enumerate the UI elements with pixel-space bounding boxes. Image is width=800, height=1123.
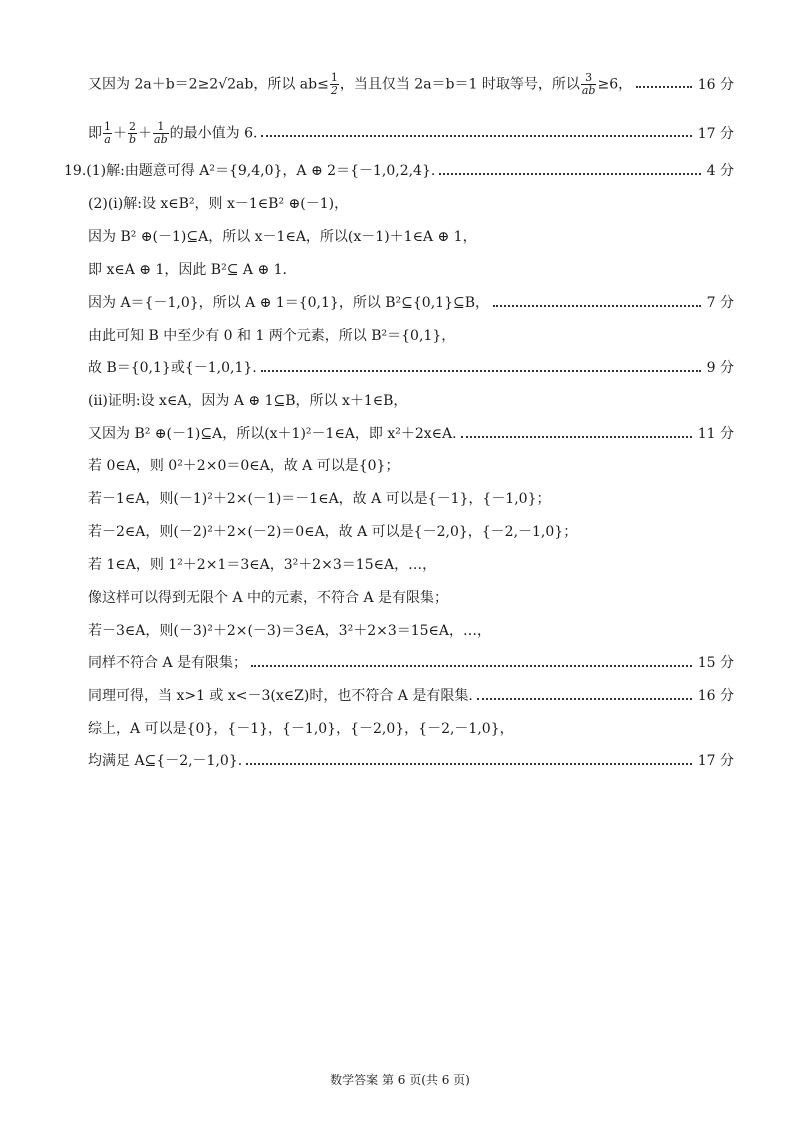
line-text: 若 0∈A，则 0²＋2×0＝0∈A，故 A 可以是{0}； (88, 458, 400, 474)
line-item (88, 194, 734, 214)
line-item (88, 227, 734, 247)
line-text: ≥6， (597, 76, 633, 93)
score-label: 7 分 (706, 295, 734, 311)
line-text: 19.(1)解:由题意可得 A²＝{9,4,0}，A ⊕ 2＝{－1,0,2,4}. (64, 163, 436, 179)
line-16-points-b (88, 686, 734, 706)
leader-dots (477, 697, 692, 700)
page-footer: 数学答案 第 6 页(共 6 页) (330, 1073, 470, 1087)
problem-19-part-1 (64, 161, 734, 181)
line-text: (2)(ⅰ)解:设 x∈B²，则 x－1∈B² ⊕(－1)， (88, 196, 349, 212)
line-text: 即 (88, 125, 102, 142)
line-text: 同样不符合 A 是有限集； (88, 655, 248, 671)
line-text: (ⅱ)证明:设 x∈A，因为 A ⊕ 1⊆B，所以 x＋1∈B， (88, 393, 408, 409)
line-text: 故 B＝{0,1}或{－1,0,1}. (88, 360, 257, 376)
leader-dots (493, 304, 701, 307)
plus-sign: ＋ (138, 125, 153, 142)
line-text: 又因为 B² ⊕(－1)⊆A，所以(x＋1)²－1∈A，即 x²＋2x∈A. (88, 426, 457, 442)
line-text: 若－1∈A，则(－1)²＋2×(－1)＝－1∈A，故 A 可以是{－1}，{－1,0}； (88, 491, 551, 507)
line-item (88, 522, 734, 542)
line-item (88, 489, 734, 509)
leader-dots (261, 134, 691, 137)
score-label: 16 分 (697, 76, 734, 93)
line-item (88, 719, 734, 739)
score-label: 11 分 (697, 426, 734, 442)
line-item (88, 555, 734, 575)
line-text: 同理可得，当 x>1 或 x<－3(x∈Z)时，也不符合 A 是有限集. (88, 688, 473, 704)
line-17-points-min (88, 121, 734, 146)
line-text: 若 1∈A，则 1²＋2×1＝3∈A，3²＋2×3＝15∈A，…， (88, 557, 437, 573)
line-text: 即 x∈A ⊕ 1，因此 B²⊆ A ⊕ 1. (88, 262, 287, 278)
fraction: $\frac{1}{ab}$ (154, 120, 168, 146)
line-17-points-final (88, 751, 734, 771)
fraction: $\frac{1}{2}$ (330, 71, 338, 97)
fraction: $\frac{1}{a}$ (104, 120, 111, 146)
line-7-points (88, 293, 734, 313)
fraction: $\frac{2}{b}$ (129, 120, 137, 146)
plus-sign: ＋ (113, 125, 127, 142)
score-label: 17 分 (697, 753, 734, 769)
line-11-points (88, 424, 734, 444)
score-label: 16 分 (697, 688, 734, 704)
score-label: 17 分 (697, 125, 734, 142)
line-16-points (88, 72, 734, 97)
leader-dots (261, 369, 701, 372)
score-label: 15 分 (697, 655, 734, 671)
line-text: 因为 B² ⊕(－1)⊆A，所以 x－1∈A，所以(x－1)＋1∈A ⊕ 1， (88, 229, 477, 245)
line-item (88, 456, 734, 476)
line-text: 因为 A＝{－1,0}，所以 A ⊕ 1＝{0,1}，所以 B²⊆{0,1}⊆B， (88, 295, 489, 311)
line-text: ，当且仅当 2a＝b＝1 时取等号，所以 (339, 76, 580, 93)
line-item (88, 260, 734, 280)
leader-dots (461, 435, 692, 438)
line-text: 的最小值为 6. (169, 125, 258, 142)
line-text: 均满足 A⊆{－2,－1,0}. (88, 753, 243, 769)
line-item (88, 391, 734, 411)
leader-dots (439, 172, 700, 175)
line-9-points (88, 358, 734, 378)
leader-dots (251, 664, 692, 667)
line-text: 又因为 2a＋b＝2≥2√2ab，所以 ab≤ (88, 76, 329, 93)
line-text: 像这样可以得到无限个 A 中的元素，不符合 A 是有限集； (88, 590, 449, 606)
line-item (88, 588, 734, 608)
line-15-points (88, 653, 734, 673)
line-text: 由此可知 B 中至少有 0 和 1 两个元素，所以 B²＝{0,1}， (88, 328, 456, 344)
leader-dots (246, 762, 692, 765)
fraction: $\frac{3}{ab}$ (581, 71, 596, 97)
line-text: 若－2∈A，则(－2)²＋2×(－2)＝0∈A，故 A 可以是{－2,0}，{－2,－1,0}； (88, 524, 578, 540)
score-label: 9 分 (706, 360, 734, 376)
line-item (88, 326, 734, 346)
line-text: 综上，A 可以是{0}，{－1}，{－1,0}，{－2,0}，{－2,－1,0}， (88, 721, 514, 737)
score-label: 4 分 (706, 163, 734, 179)
line-text: 若－3∈A，则(－3)²＋2×(－3)＝3∈A，3²＋2×3＝15∈A，…， (88, 623, 492, 639)
leader-dots (636, 85, 692, 88)
line-item (88, 621, 734, 641)
